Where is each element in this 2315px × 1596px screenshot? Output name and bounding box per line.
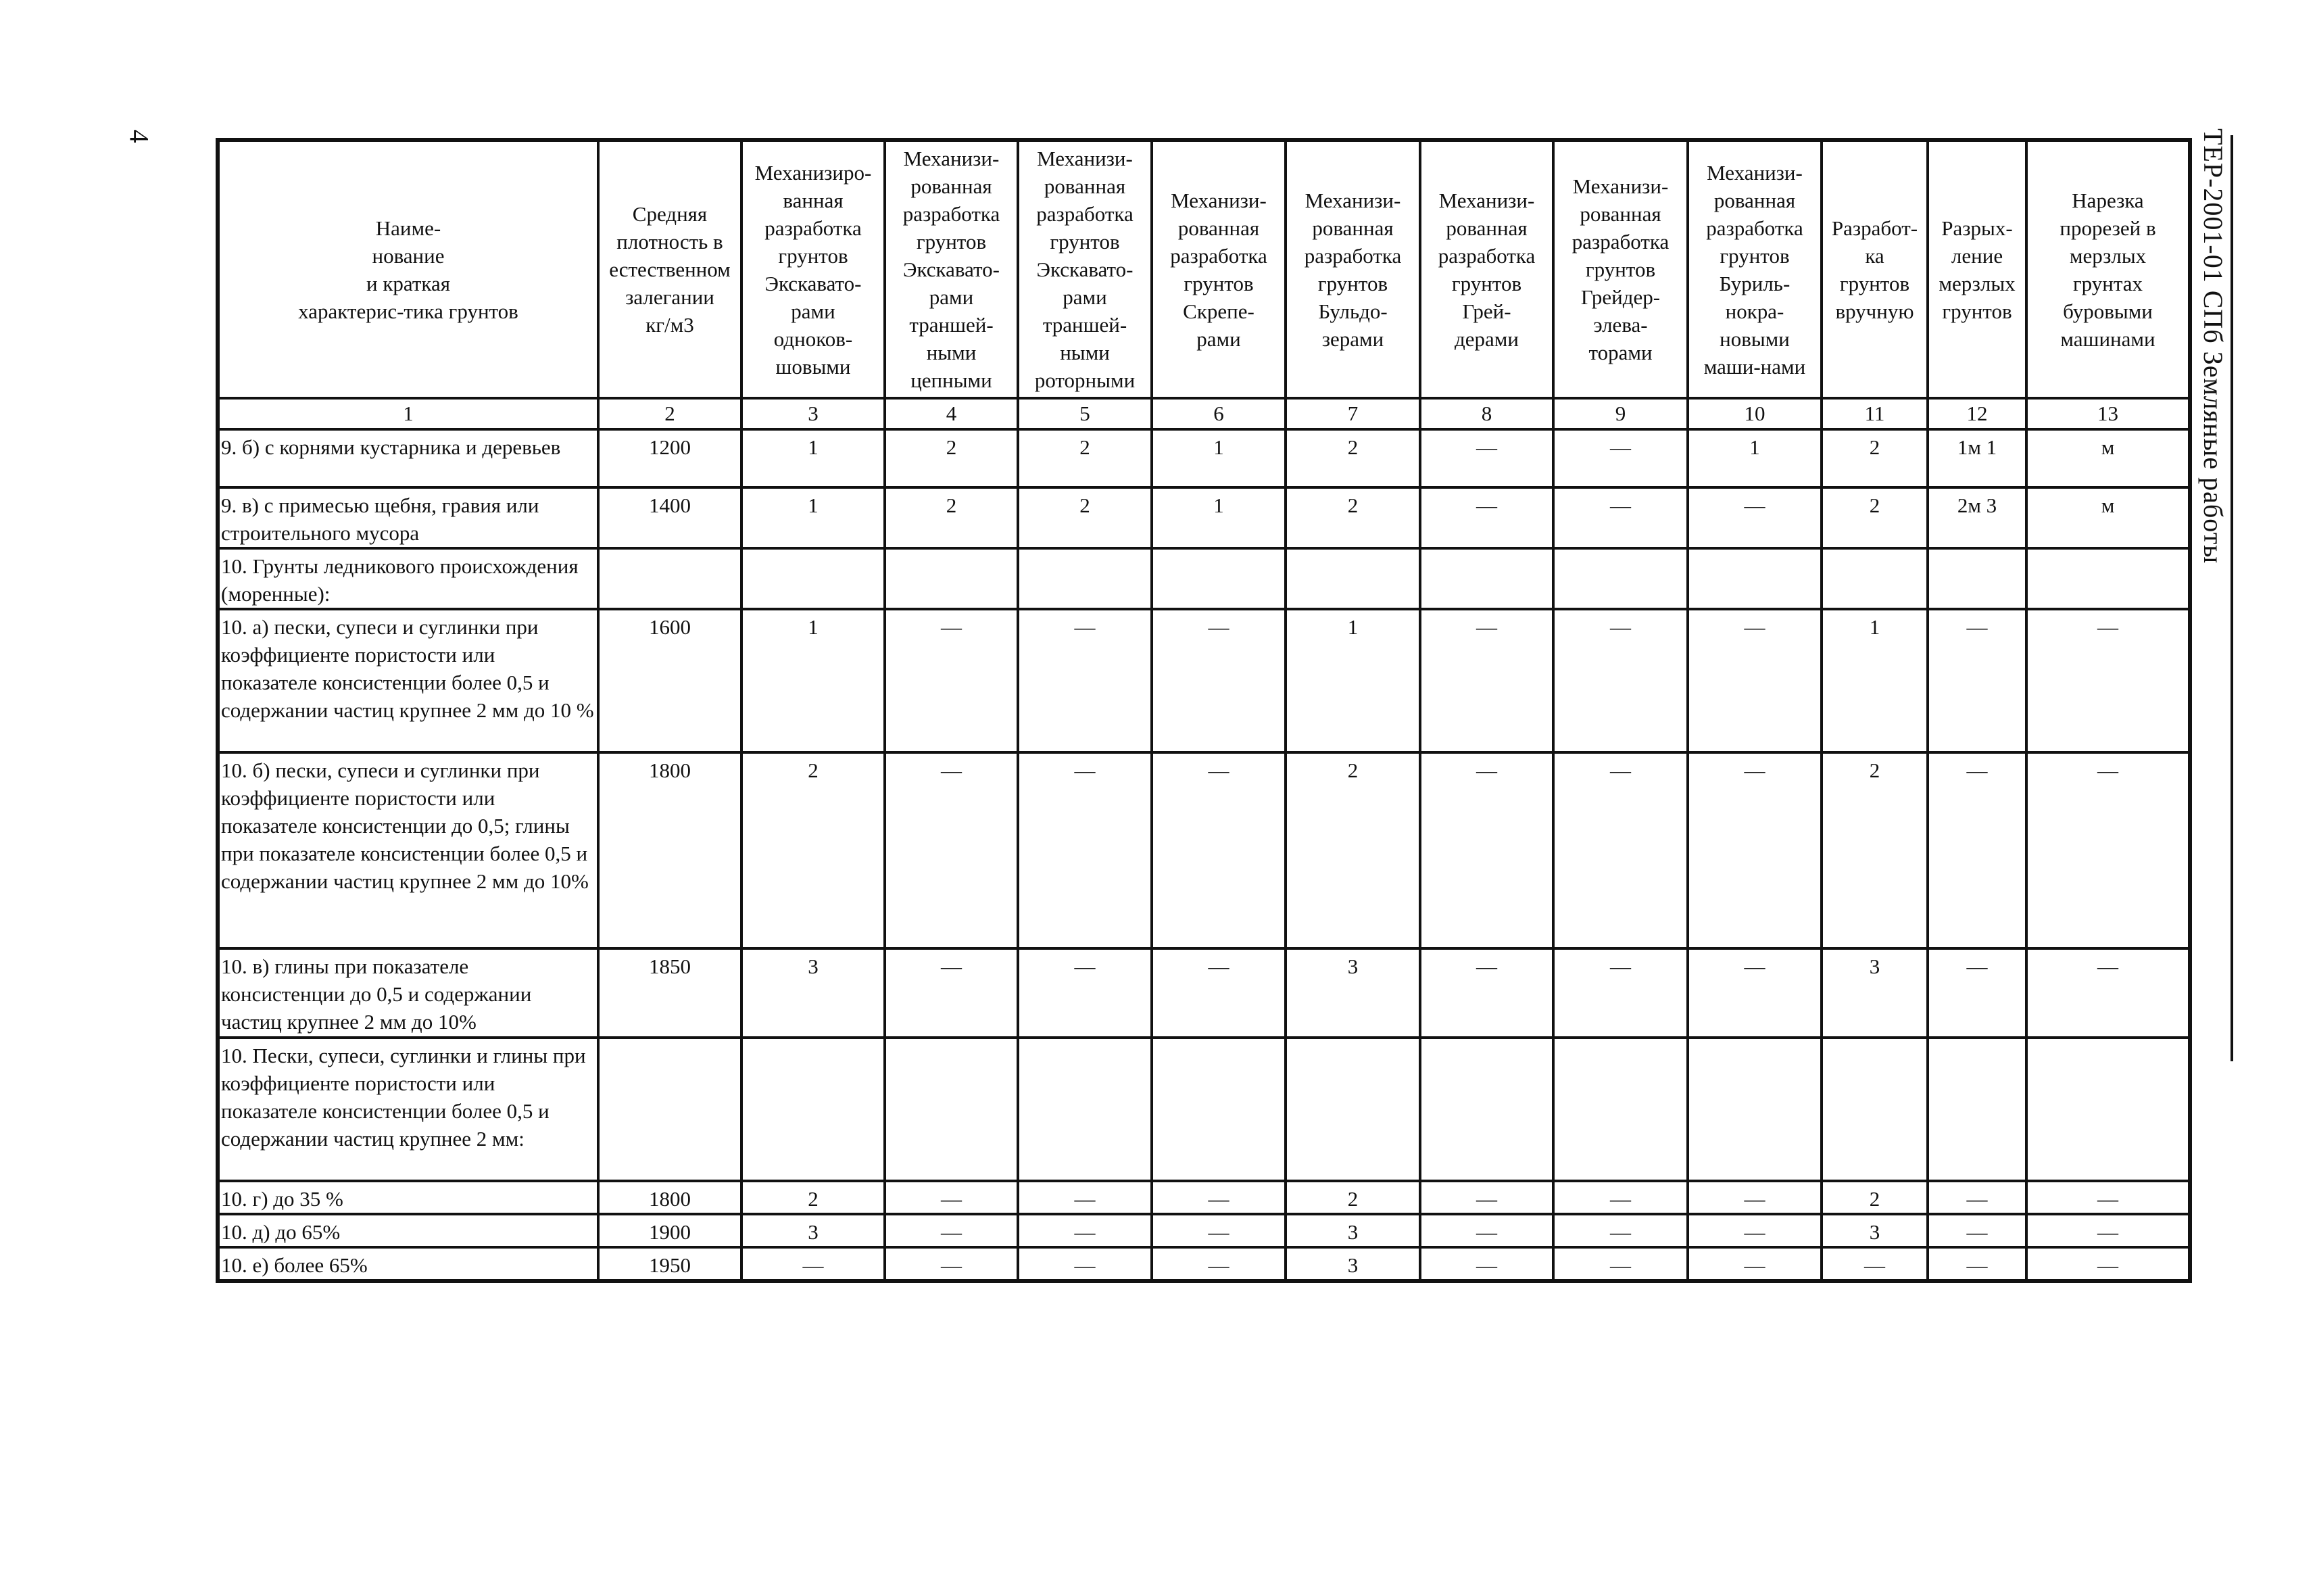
soil-name-cell: 10. д) до 65%	[218, 1214, 598, 1247]
value-cell	[1822, 548, 1928, 609]
value-cell: —	[1420, 429, 1553, 487]
value-cell: 2	[885, 487, 1018, 548]
value-cell: —	[1553, 948, 1688, 1038]
table-row	[218, 1038, 2190, 1181]
value-cell: —	[1553, 752, 1688, 948]
value-cell	[1928, 1038, 2026, 1181]
value-cell: —	[2026, 948, 2190, 1038]
value-cell: —	[885, 1214, 1018, 1247]
value-cell: —	[1928, 752, 2026, 948]
value-cell: 2	[1286, 487, 1420, 548]
value-cell: 3	[1822, 948, 1928, 1038]
value-cell: 2м 3	[1928, 487, 2026, 548]
header-scrapers: Механизи- рованная разработка грунтов Скрепе- рами	[1152, 140, 1286, 398]
header-frozen-cutting: Нарезка прорезей в мерзлых грунтах буровыми машинами	[2026, 140, 2190, 398]
column-number: 3	[741, 398, 885, 429]
table-row	[218, 487, 2190, 548]
value-cell: 2	[741, 1181, 885, 1214]
header-grader-elevators: Механизи- рованная разработка грунтов Грейдер- элева- торами	[1553, 140, 1688, 398]
soil-classification-table	[216, 138, 2192, 1283]
value-cell: —	[1152, 948, 1286, 1038]
value-cell: 3	[1286, 1247, 1420, 1281]
column-number: 11	[1822, 398, 1928, 429]
column-number: 5	[1018, 398, 1152, 429]
page-number: 4	[124, 129, 155, 143]
value-cell: 3	[1822, 1214, 1928, 1247]
value-cell: —	[1822, 1247, 1928, 1281]
table-row	[218, 548, 2190, 609]
header-drilling-cranes: Механизи- рованная разработка грунтов Буриль- нокра- новыми маши-нами	[1688, 140, 1822, 398]
value-cell: —	[2026, 1214, 2190, 1247]
value-cell: —	[1553, 1181, 1688, 1214]
column-number: 8	[1420, 398, 1553, 429]
column-number: 2	[598, 398, 741, 429]
header-excavator-trench-chain: Механизи- рованная разработка грунтов Экскавато- рами траншей- ными цепными	[885, 140, 1018, 398]
value-cell: —	[2026, 1247, 2190, 1281]
table-row	[218, 1214, 2190, 1247]
value-cell	[2026, 1038, 2190, 1181]
header-graders: Механизи- рованная разработка грунтов Грей- дерами	[1420, 140, 1553, 398]
value-cell: —	[1688, 1247, 1822, 1281]
value-cell	[2026, 548, 2190, 609]
density-cell	[598, 548, 741, 609]
value-cell: —	[1420, 1247, 1553, 1281]
density-cell: 1200	[598, 429, 741, 487]
table-row	[218, 752, 2190, 948]
density-cell: 1900	[598, 1214, 741, 1247]
value-cell	[1420, 1038, 1553, 1181]
density-cell: 1950	[598, 1247, 741, 1281]
value-cell	[1688, 548, 1822, 609]
soil-name-cell: 10. б) пески, супеси и суглинки при коэффициенте пористости или показателе консистенции до 0,5; глины при показателе консистенции более 0,5 и содержании частиц крупнее 2 мм до 10%	[218, 752, 598, 948]
value-cell: —	[1688, 1214, 1822, 1247]
table-row	[218, 1181, 2190, 1214]
value-cell	[1152, 548, 1286, 609]
header-bulldozers: Механизи- рованная разработка грунтов Бульдо- зерами	[1286, 140, 1420, 398]
value-cell: —	[1553, 1247, 1688, 1281]
value-cell: —	[1553, 609, 1688, 752]
value-cell: 2	[1286, 752, 1420, 948]
value-cell: —	[2026, 752, 2190, 948]
value-cell: —	[1420, 487, 1553, 548]
density-cell: 1800	[598, 1181, 741, 1214]
value-cell: —	[1018, 948, 1152, 1038]
value-cell: —	[1018, 1247, 1152, 1281]
value-cell: 2	[1822, 752, 1928, 948]
value-cell: 3	[741, 948, 885, 1038]
value-cell: —	[2026, 609, 2190, 752]
column-number: 6	[1152, 398, 1286, 429]
value-cell: —	[1420, 609, 1553, 752]
value-cell: 2	[741, 752, 885, 948]
table-row	[218, 429, 2190, 487]
value-cell: —	[1018, 1181, 1152, 1214]
value-cell: 2	[1822, 429, 1928, 487]
value-cell: —	[1688, 1181, 1822, 1214]
value-cell: —	[1152, 609, 1286, 752]
value-cell: —	[1688, 487, 1822, 548]
density-cell: 1400	[598, 487, 741, 548]
column-number: 4	[885, 398, 1018, 429]
soil-name-cell: 10. г) до 35 %	[218, 1181, 598, 1214]
value-cell: —	[1928, 948, 2026, 1038]
value-cell: —	[1928, 609, 2026, 752]
value-cell: —	[1152, 752, 1286, 948]
column-number-row	[218, 398, 2190, 429]
side-rule-divider	[2231, 135, 2233, 1061]
value-cell: —	[741, 1247, 885, 1281]
value-cell: —	[1152, 1181, 1286, 1214]
value-cell: 3	[1286, 948, 1420, 1038]
value-cell: —	[885, 948, 1018, 1038]
value-cell: —	[885, 1181, 1018, 1214]
value-cell	[741, 1038, 885, 1181]
value-cell	[1928, 548, 2026, 609]
soil-name-cell: 9. б) с корнями кустарника и деревьев	[218, 429, 598, 487]
value-cell: 1м 1	[1928, 429, 2026, 487]
column-number: 1	[218, 398, 598, 429]
value-cell: —	[1420, 1181, 1553, 1214]
value-cell	[1018, 1038, 1152, 1181]
value-cell: 3	[741, 1214, 885, 1247]
header-excavator-trench-rotary: Механизи- рованная разработка грунтов Экскавато- рами траншей- ными роторными	[1018, 140, 1152, 398]
value-cell: 1	[741, 429, 885, 487]
value-cell: —	[1928, 1181, 2026, 1214]
value-cell: 2	[885, 429, 1018, 487]
column-number: 12	[1928, 398, 2026, 429]
value-cell: 1	[1286, 609, 1420, 752]
soil-name-cell: 10. а) пески, супеси и суглинки при коэффициенте пористости или показателе консистенции более 0,5 и содержании частиц крупнее 2 мм до 10 %	[218, 609, 598, 752]
value-cell	[741, 548, 885, 609]
value-cell: —	[1018, 609, 1152, 752]
column-number: 7	[1286, 398, 1420, 429]
header-manual: Разработ- ка грунтов вручную	[1822, 140, 1928, 398]
value-cell: м	[2026, 487, 2190, 548]
soil-group-cell: 10. Грунты ледникового происхождения (моренные):	[218, 548, 598, 609]
value-cell: 1	[1688, 429, 1822, 487]
value-cell: 1	[1822, 609, 1928, 752]
value-cell	[1553, 1038, 1688, 1181]
value-cell: 1	[741, 487, 885, 548]
column-number: 9	[1553, 398, 1688, 429]
soil-group-cell: 10. Пески, супеси, суглинки и глины при коэффициенте пористости или показателе консистенции более 0,5 и содержании частиц крупнее 2 мм:	[218, 1038, 598, 1181]
value-cell: —	[1420, 948, 1553, 1038]
value-cell	[1018, 548, 1152, 609]
value-cell	[885, 548, 1018, 609]
value-cell: —	[1152, 1247, 1286, 1281]
value-cell: 1	[1152, 487, 1286, 548]
column-number: 13	[2026, 398, 2190, 429]
value-cell	[1286, 1038, 1420, 1181]
header-frozen-loosening: Разрых- ление мерзлых грунтов	[1928, 140, 2026, 398]
density-cell: 1850	[598, 948, 741, 1038]
soil-name-cell: 9. в) с примесью щебня, гравия или строительного мусора	[218, 487, 598, 548]
value-cell	[1286, 548, 1420, 609]
density-cell	[598, 1038, 741, 1181]
header-soil-name: Наиме- нование и краткая характерис-тика грунтов	[218, 140, 598, 398]
value-cell: —	[1018, 1214, 1152, 1247]
value-cell: 3	[1286, 1214, 1420, 1247]
value-cell: 2	[1822, 487, 1928, 548]
density-cell: 1800	[598, 752, 741, 948]
value-cell	[1688, 1038, 1822, 1181]
value-cell	[885, 1038, 1018, 1181]
header-excavator-single-bucket: Механизиро- ванная разработка грунтов Экскавато- рами одноков- шовыми	[741, 140, 885, 398]
value-cell: —	[1018, 752, 1152, 948]
value-cell: 1	[741, 609, 885, 752]
value-cell: —	[2026, 1181, 2190, 1214]
value-cell: 2	[1286, 429, 1420, 487]
value-cell: —	[1688, 948, 1822, 1038]
value-cell: —	[1928, 1247, 2026, 1281]
value-cell: —	[1688, 752, 1822, 948]
soil-name-cell: 10. в) глины при показателе консистенции до 0,5 и содержании частиц крупнее 2 мм до 10%	[218, 948, 598, 1038]
value-cell	[1420, 548, 1553, 609]
column-number: 10	[1688, 398, 1822, 429]
document-side-title: ТЕР-2001-01 СПб Земляные работы	[2198, 128, 2228, 564]
value-cell: —	[1420, 1214, 1553, 1247]
table-header-row	[218, 140, 2190, 398]
header-density: Средняя плотность в естественном залегании кг/м3	[598, 140, 741, 398]
table-row	[218, 1247, 2190, 1281]
value-cell: —	[1688, 609, 1822, 752]
value-cell: —	[885, 1247, 1018, 1281]
table-row	[218, 609, 2190, 752]
value-cell: 2	[1018, 429, 1152, 487]
table-row	[218, 948, 2190, 1038]
value-cell: —	[1553, 1214, 1688, 1247]
value-cell: —	[1553, 429, 1688, 487]
density-cell: 1600	[598, 609, 741, 752]
value-cell: —	[1928, 1214, 2026, 1247]
value-cell: м	[2026, 429, 2190, 487]
value-cell: 1	[1152, 429, 1286, 487]
value-cell: 2	[1286, 1181, 1420, 1214]
value-cell: —	[885, 609, 1018, 752]
value-cell: 2	[1018, 487, 1152, 548]
value-cell: —	[1420, 752, 1553, 948]
value-cell: —	[1152, 1214, 1286, 1247]
value-cell: 2	[1822, 1181, 1928, 1214]
value-cell	[1822, 1038, 1928, 1181]
value-cell	[1152, 1038, 1286, 1181]
soil-name-cell: 10. е) более 65%	[218, 1247, 598, 1281]
value-cell	[1553, 548, 1688, 609]
value-cell: —	[885, 752, 1018, 948]
value-cell: —	[1553, 487, 1688, 548]
